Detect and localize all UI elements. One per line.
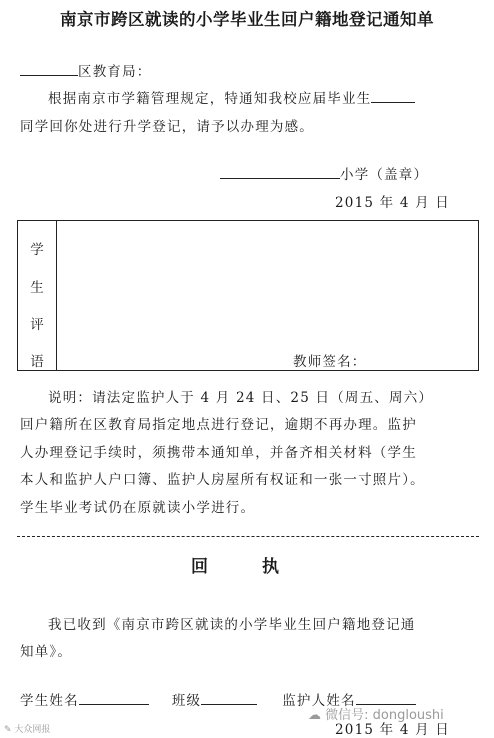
student-name-label: 学生姓名 — [20, 693, 79, 709]
note-line-2: 回户籍所在区教育局指定地点进行登记，逾期不再办理。监护 — [20, 417, 417, 433]
teacher-signature-label: 教师签名： — [293, 354, 367, 370]
notice-paragraph-line1 — [48, 87, 415, 107]
note-line-5: 学生毕业考试仍在原就读小学进行。 — [20, 500, 256, 516]
watermark-left — [4, 722, 50, 735]
class-field[interactable] — [201, 692, 257, 705]
label-char-3: 评 — [30, 317, 44, 333]
addressee-line — [20, 60, 152, 80]
school-seal-label: 小学（盖章） — [340, 167, 429, 183]
district-blank[interactable] — [20, 63, 78, 76]
evaluation-field[interactable] — [58, 221, 478, 348]
label-char-2: 生 — [30, 280, 44, 296]
label-char-4: 语 — [30, 354, 44, 370]
school-name-blank[interactable] — [220, 166, 340, 179]
school-sign-line — [220, 163, 428, 183]
receipt-line-1: 我已收到《南京市跨区就读的小学毕业生回户籍地登记通 — [48, 617, 416, 633]
paper-icon: ✎ — [4, 725, 12, 735]
watermark-left-text: 大众网报 — [14, 725, 51, 735]
receipt-date: 2015 年 4 月 日 — [335, 722, 451, 738]
document-title: 南京市跨区就读的小学毕业生回户籍地登记通知单 — [60, 10, 434, 29]
note-line-4: 本人和监护人户口簿、监护人房屋所有权证和一张一寸照片）。 — [20, 472, 425, 488]
label-char-1: 学 — [30, 242, 44, 258]
notice-paragraph-line2: 同学回你处进行升学登记，请予以办理为感。 — [20, 119, 314, 135]
wechat-icon: ☁ — [308, 708, 321, 723]
receipt-line-2: 知单》。 — [20, 644, 73, 660]
notice-date: 2015 年 4 月 日 — [335, 195, 451, 211]
watermark-right-text: 微信号: dongloushi — [325, 708, 444, 723]
receipt-heading: 回 执 — [191, 557, 303, 577]
class-label: 班级 — [171, 693, 202, 709]
student-name-blank[interactable] — [371, 90, 415, 103]
student-name-field[interactable] — [79, 692, 149, 705]
cut-line — [17, 536, 479, 537]
table-divider — [56, 221, 57, 370]
guardian-name-label: 监护人姓名 — [282, 693, 356, 709]
bureau-label: 区教育局： — [78, 64, 152, 80]
note-line-1: 说明：请法定监护人于 4 月 24 日、25 日（周五、周六） — [48, 390, 434, 406]
notice-text-line1: 根据南京市学籍管理规定，特通知我校应届毕业生 — [48, 91, 372, 107]
evaluation-table — [17, 220, 479, 371]
watermark-right — [308, 704, 444, 723]
note-line-3: 人办理登记手续时，须携带本通知单，并备齐相关材料（学生 — [20, 445, 417, 461]
